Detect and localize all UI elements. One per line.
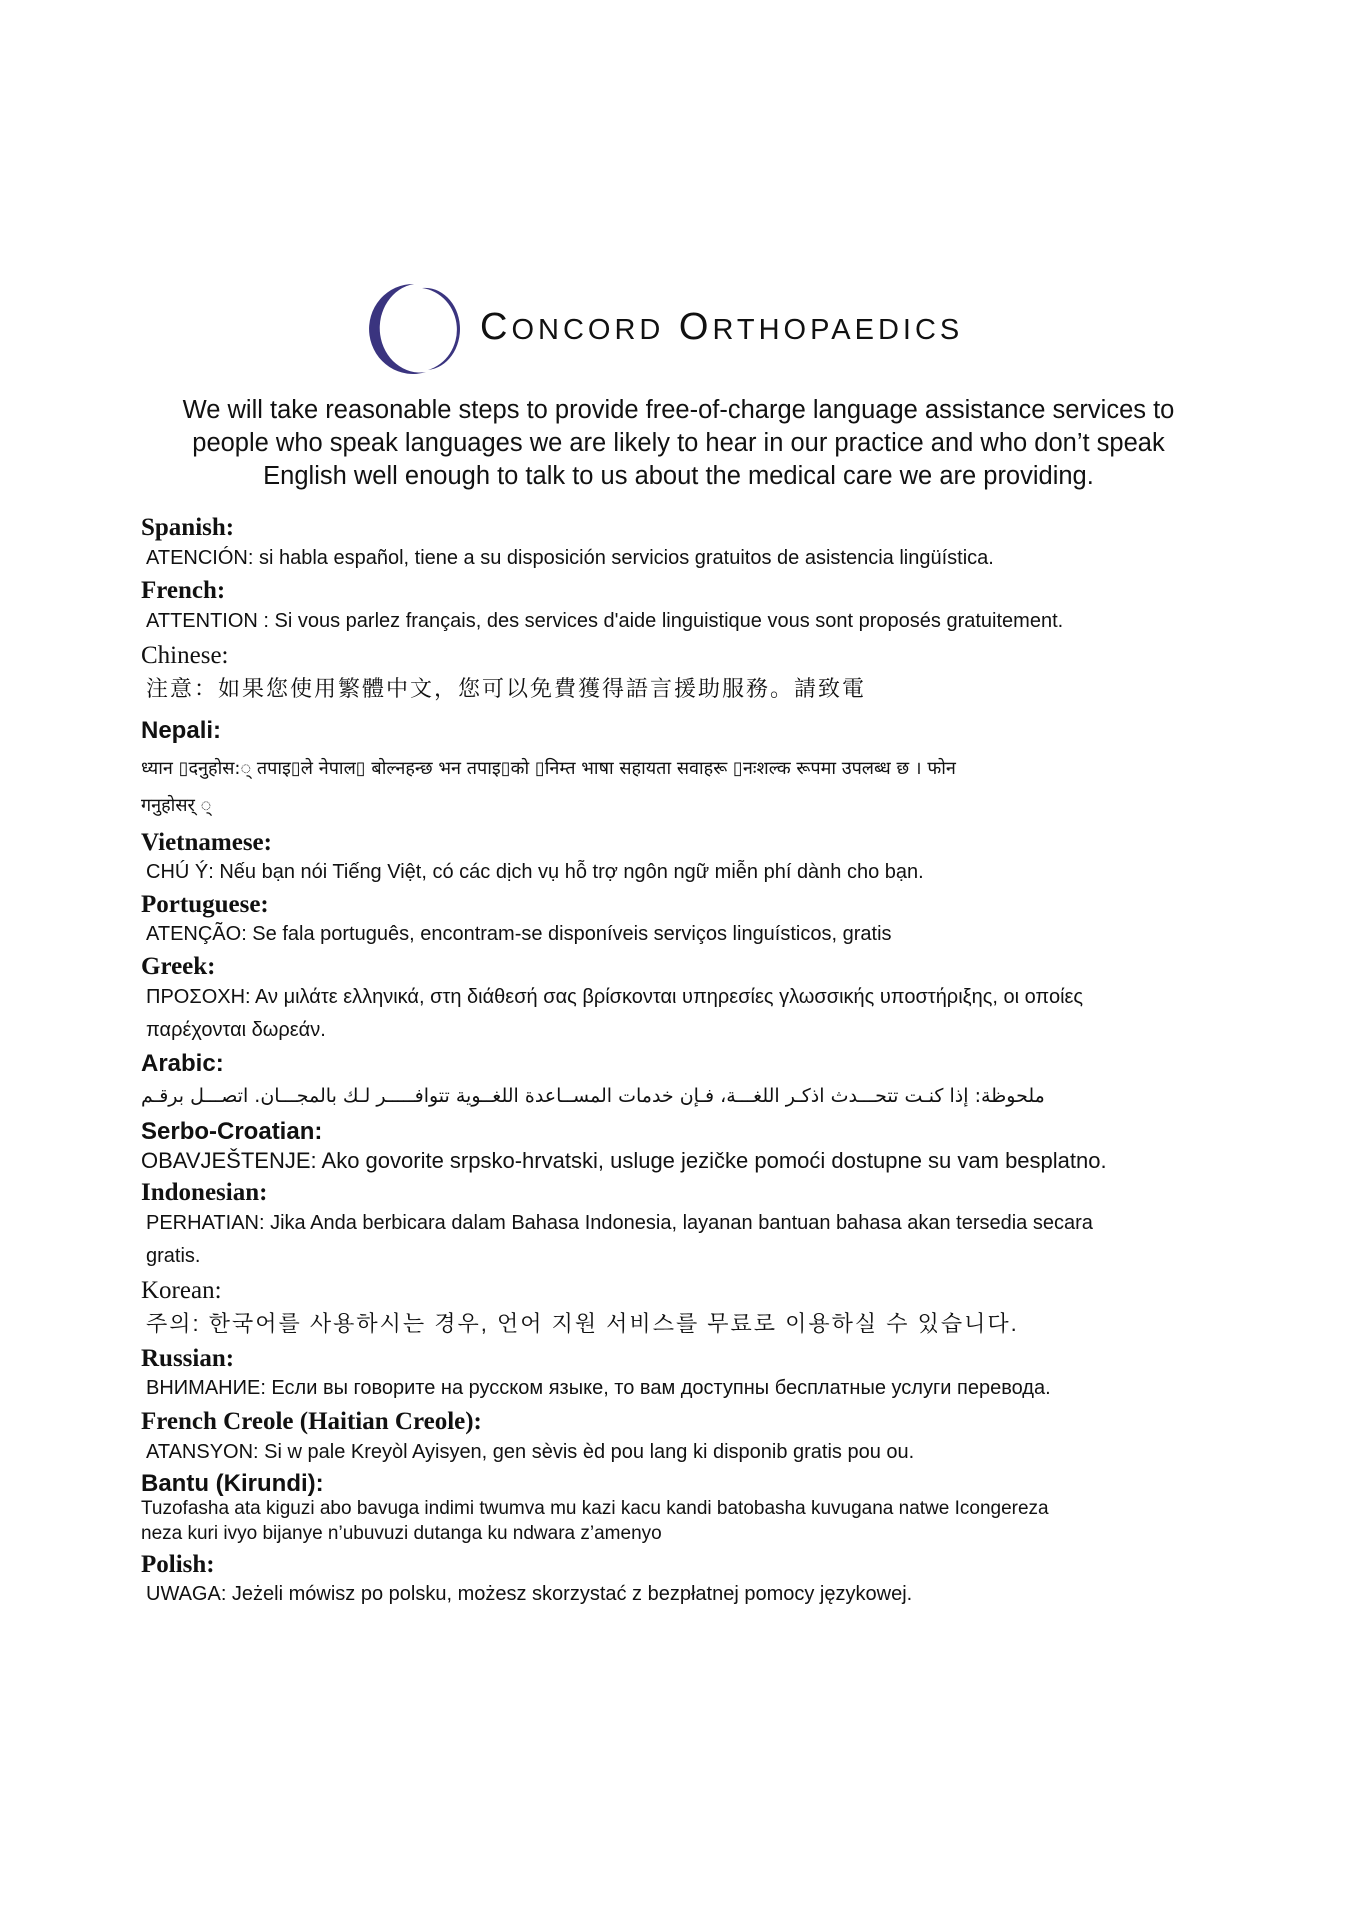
language-notice-text: ملحوظة: إذا كنـت تتحـــدث اذكـر اللغـــة، فـإن خدمات المســاعدة اللغــوية تتوافـــــر لـك بالمجـــان. اتصـــل برقـم xyxy=(141,1085,1045,1107)
language-heading: Greek: xyxy=(141,953,216,980)
intro-line: people who speak languages we are likely to hear in our practice and who don’t speak xyxy=(192,429,1165,457)
language-notice-text: ATTENTION : Si vous parlez français, des services d'aide linguistique vous sont proposés gratuitement. xyxy=(146,610,1064,632)
language-heading: Vietnamese: xyxy=(141,829,272,856)
language-heading: Bantu (Kirundi): xyxy=(141,1470,324,1497)
language-heading: Indonesian: xyxy=(141,1179,268,1206)
intro-line: We will take reasonable steps to provide free-of-charge language assistance services to xyxy=(182,396,1175,424)
language-notice-text: ATANSYON: Si w pale Kreyòl Ayisyen, gen sèvis èd pou lang ki disponib gratis pou ou. xyxy=(146,1441,915,1463)
language-notice-text: Tuzofasha ata kiguzi abo bavuga indimi twumva mu kazi kacu kandi batobasha kuvugana natwe Icongereza xyxy=(141,1498,1049,1519)
language-notice-text: ATENÇÃO: Se fala português, encontram-se disponíveis serviços linguísticos, gratis xyxy=(146,923,892,945)
language-notice-text: gratis. xyxy=(146,1245,201,1267)
language-heading: Spanish: xyxy=(141,514,235,541)
logo-crescent-icon xyxy=(366,282,462,374)
language-heading: French Creole (Haitian Creole): xyxy=(141,1408,482,1435)
language-notice-text: PERHATIAN: Jika Anda berbicara dalam Bahasa Indonesia, layanan bantuan bahasa akan tersedia secara xyxy=(146,1212,1093,1234)
language-notice-text: παρέχονται δωρεάν. xyxy=(146,1019,326,1041)
logo-text: CONCORD ORTHOPAEDICS xyxy=(480,306,964,348)
language-heading: Chinese: xyxy=(141,642,229,669)
language-notice-text: neza kuri ivyo bijanye n’ubuvuzi dutanga ku ndwara z’amenyo xyxy=(141,1523,662,1544)
language-heading: French: xyxy=(141,577,226,604)
intro-line: English well enough to talk to us about the medical care we are providing. xyxy=(263,462,1094,490)
language-notice-text: गनुहोसर् ◌् xyxy=(141,795,212,816)
language-heading: Russian: xyxy=(141,1345,235,1372)
language-heading: Serbo-Croatian: xyxy=(141,1118,323,1145)
language-notice-text: CHÚ Ý: Nếu bạn nói Tiếng Việt, có các dịch vụ hỗ trợ ngôn ngữ miễn phí dành cho bạn. xyxy=(146,861,924,883)
language-notice-text: ATENCIÓN: si habla español, tiene a su disposición servicios gratuitos de asistencia lingüística. xyxy=(146,547,994,569)
language-notice-text: ΠΡΟΣΟΧΗ: Αν μιλάτε ελληνικά, στη διάθεσή σας βρίσκονται υπηρεσίες γλωσσικής υποστήριξης, οι οποίες xyxy=(146,986,1084,1008)
language-heading: Arabic: xyxy=(141,1050,224,1077)
language-notice-text: OBAVJEŠTENJE: Ako govorite srpsko-hrvatski, usluge jezičke pomoći dostupne su vam besplatno. xyxy=(141,1148,1107,1173)
language-notice-text: ВНИМАНИЕ: Если вы говорите на русском языке, то вам доступны бесплатные услуги перевода. xyxy=(146,1377,1051,1399)
language-notice-text: 주의: 한국어를 사용하시는 경우, 언어 지원 서비스를 무료로 이용하실 수 있습니다. xyxy=(146,1311,1019,1336)
language-heading: Portuguese: xyxy=(141,891,269,918)
language-heading: Korean: xyxy=(141,1277,222,1304)
language-heading: Polish: xyxy=(141,1551,215,1578)
language-notice-text: UWAGA: Jeżeli mówisz po polsku, możesz skorzystać z bezpłatnej pomocy językowej. xyxy=(146,1583,913,1605)
language-notice-text: 注意：如果您使用繁體中文，您可以免費獲得語言援助服務。請致電 xyxy=(146,676,867,701)
language-notice-text: ध्यान ▯दनुहोस:◌् तपाइ▯ले नेपाल▯ बोल्नहन्छ भन तपाइ▯को ▯निम्त भाषा सहायता सवाहरू ▯नःशल्क रूपमा उपलब्ध छ । फोन xyxy=(141,758,956,779)
language-heading: Nepali: xyxy=(141,717,222,744)
